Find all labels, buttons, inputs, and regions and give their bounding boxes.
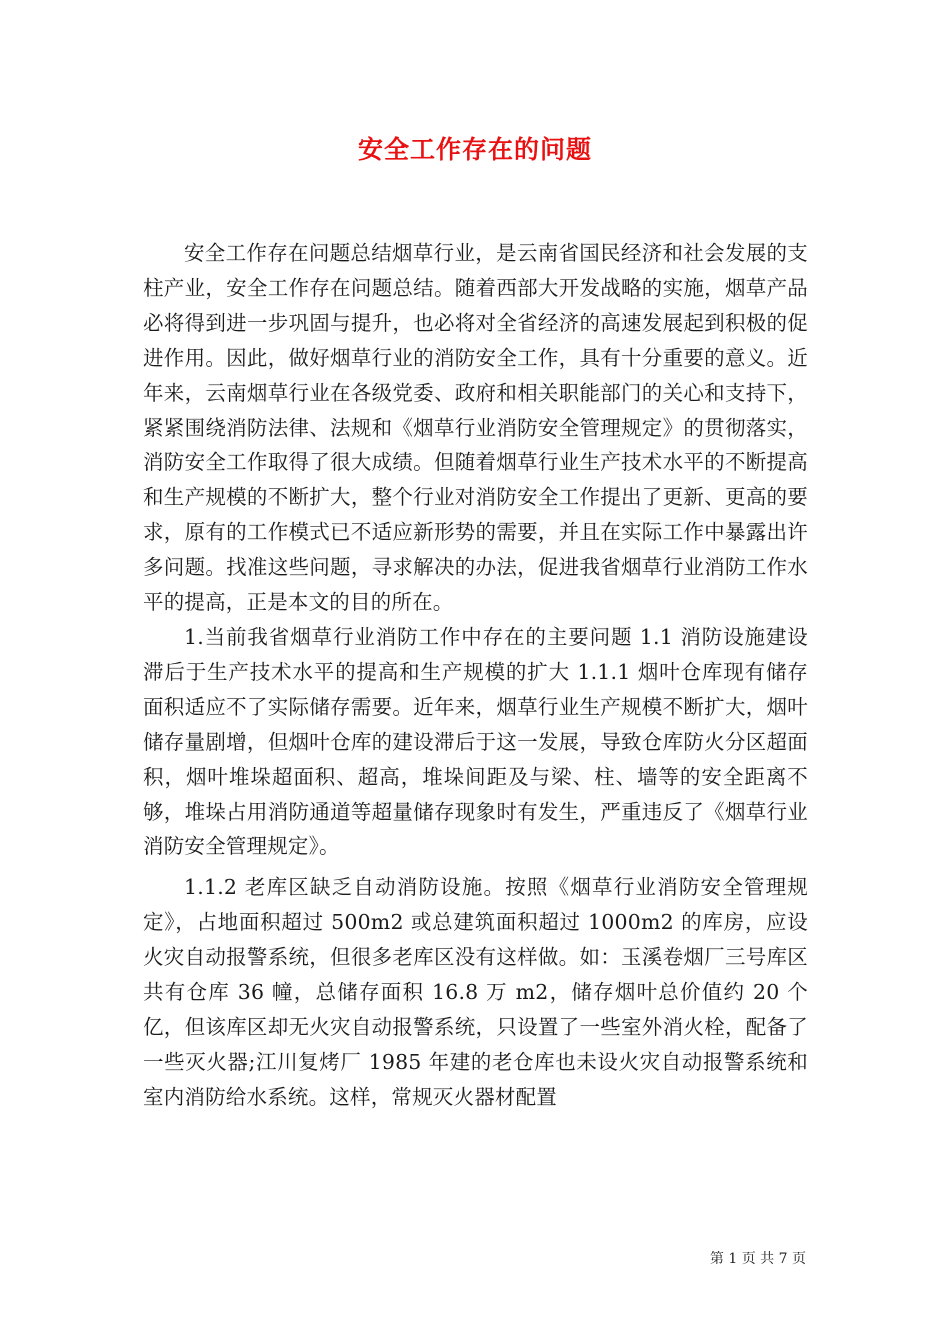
document-body [143, 236, 808, 1115]
paragraph-section-1-1-2: 1.1.2 老库区缺乏自动消防设施。按照《烟草行业消防安全管理规定》，占地面积超过 500m2 或总建筑面积超过 1000m2 的库房，应设火灾自动报警系统，但很多老库区没有这样做。如：玉溪卷烟厂三号库区共有仓库 36 幢，总储存面积 16.8 万 m2，储存烟叶总价值约 20 个亿，但该库区却无火灾自动报警系统，只设置了一些室外消火栓，配备了一些灭火器;江川复烤厂 1985 年建的老仓库也未设火灾自动报警系统和室内消防给水系统。这样，常规灭火器材配置 [143, 875, 808, 1109]
paragraph-section-1: 1.当前我省烟草行业消防工作中存在的主要问题 1.1 消防设施建设滞后于生产技术水平的提高和生产规模的扩大 1.1.1 烟叶仓库现有储存面积适应不了实际储存需要。近年来，烟草行业生产规模不断扩大，烟叶储存量剧增，但烟叶仓库的建设滞后于这一发展，导致仓库防火分区超面积，烟叶堆垛超面积、超高，堆垛间距及与梁、柱、墙等的安全距离不够，堆垛占用消防通道等超量储存现象时有发生，严重违反了《烟草行业消防安全管理规定》。 [143, 624, 808, 859]
page-indicator: 第 1 页 共 7 页 [709, 1251, 806, 1267]
document-title: 安全工作存在的问题 [357, 135, 592, 164]
paragraph-intro: 安全工作存在问题总结烟草行业，是云南省国民经济和社会发展的支柱产业，安全工作存在问题总结。随着西部大开发战略的实施，烟草产品必将得到进一步巩固与提升，也必将对全省经济的高速发展起到积极的促进作用。因此，做好烟草行业的消防安全工作，具有十分重要的意义。近年来，云南烟草行业在各级党委、政府和相关职能部门的关心和支持下，紧紧围绕消防法律、法规和《烟草行业消防安全管理规定》的贯彻落实，消防安全工作取得了很大成绩。但随着烟草行业生产技术水平的不断提高和生产规模的不断扩大，整个行业对消防安全工作提出了更新、更高的要求，原有的工作模式已不适应新形势的需要，并且在实际工作中暴露出许多问题。找准这些问题，寻求解决的办法，促进我省烟草行业消防工作水平的提高，正是本文的目的所在。 [143, 241, 808, 615]
